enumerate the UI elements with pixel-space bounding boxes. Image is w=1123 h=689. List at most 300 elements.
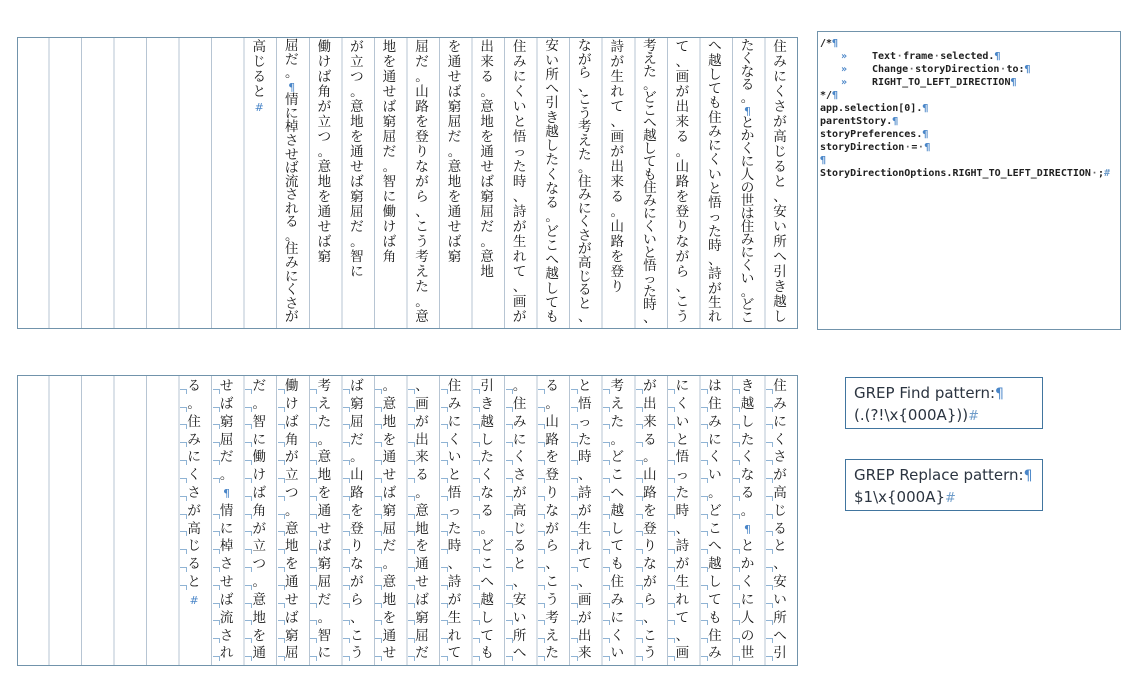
vertical-glyph: 登 bbox=[415, 128, 429, 145]
vertical-glyph: が bbox=[569, 503, 601, 521]
text-column bbox=[243, 40, 275, 326]
line-break-marker-icon bbox=[180, 407, 187, 412]
code-text: Change·storyDirection·to: bbox=[872, 64, 1025, 75]
vertical-glyph: れ bbox=[439, 627, 471, 645]
line-break-marker-icon bbox=[310, 585, 317, 590]
vertical-glyph: 地 bbox=[350, 113, 364, 130]
line-break-marker-icon bbox=[343, 460, 350, 465]
vertical-glyph: こ bbox=[675, 293, 690, 310]
vertical-glyph: さ bbox=[764, 449, 796, 467]
line-break-marker-icon bbox=[278, 531, 285, 536]
line-break-marker-icon bbox=[701, 620, 708, 625]
line-break-marker-icon bbox=[733, 567, 740, 572]
vertical-glyph: 来 bbox=[480, 53, 494, 70]
line-break-marker-icon bbox=[245, 407, 252, 412]
vertical-glyph: 働 bbox=[243, 449, 275, 467]
line-break-marker-icon bbox=[733, 638, 740, 643]
line-break-marker-icon bbox=[571, 478, 578, 483]
line-break-marker-icon bbox=[343, 424, 350, 429]
line-break-marker-icon bbox=[668, 389, 675, 394]
line-break-marker-icon bbox=[278, 442, 285, 447]
vertical-glyph: さ bbox=[178, 485, 210, 503]
vertical-glyph: 時 bbox=[708, 237, 722, 254]
vertical-glyph: た bbox=[545, 152, 559, 169]
line-break-marker-icon bbox=[180, 424, 187, 429]
vertical-glyph: み bbox=[601, 592, 633, 610]
vertical-text-frame-bottom[interactable] bbox=[17, 375, 798, 666]
vertical-glyph: ど bbox=[740, 296, 755, 313]
vertical-glyph: け bbox=[243, 467, 275, 485]
vertical-glyph: 出 bbox=[480, 38, 494, 55]
vertical-glyph: て bbox=[601, 538, 633, 556]
vertical-glyph: り bbox=[634, 538, 666, 556]
vertical-glyph: に bbox=[699, 431, 731, 449]
code-line bbox=[820, 50, 1120, 63]
vertical-glyph: て bbox=[699, 592, 731, 610]
line-break-marker-icon bbox=[213, 656, 220, 661]
line-break-marker-icon bbox=[245, 424, 252, 429]
vertical-glyph: 生 bbox=[512, 233, 527, 250]
vertical-glyph: し bbox=[471, 610, 503, 628]
vertical-glyph: み bbox=[504, 414, 536, 432]
vertical-glyph: っ bbox=[666, 467, 698, 485]
vertical-glyph: て bbox=[471, 627, 503, 645]
vertical-glyph: 通 bbox=[480, 143, 494, 160]
grep-find-pattern-line bbox=[854, 404, 1042, 426]
line-break-marker-icon bbox=[343, 656, 350, 661]
vertical-glyph: 情 bbox=[211, 503, 243, 521]
space-dot-marker: · bbox=[908, 64, 915, 75]
vertical-glyph: を bbox=[447, 38, 462, 55]
vertical-glyph: た bbox=[666, 485, 698, 503]
vertical-glyph: て bbox=[666, 610, 698, 628]
vertical-glyph: 山 bbox=[536, 414, 568, 432]
script-code-frame[interactable] bbox=[817, 31, 1121, 330]
vertical-glyph: も bbox=[471, 645, 503, 663]
vertical-glyph: 意 bbox=[308, 449, 340, 467]
vertical-glyph: ら bbox=[341, 592, 373, 610]
vertical-glyph: 時 bbox=[512, 173, 527, 190]
vertical-glyph: 路 bbox=[536, 431, 568, 449]
vertical-glyph: せ bbox=[373, 467, 405, 485]
line-break-marker-icon bbox=[180, 549, 187, 554]
vertical-glyph: と bbox=[643, 244, 657, 261]
vertical-glyph: が bbox=[243, 521, 275, 539]
text-column bbox=[211, 378, 243, 663]
line-break-marker-icon bbox=[603, 567, 610, 572]
vertical-glyph: に bbox=[577, 200, 592, 217]
vertical-glyph: ば bbox=[447, 233, 462, 250]
vertical-glyph: へ bbox=[773, 248, 787, 265]
vertical-glyph: に bbox=[764, 414, 796, 432]
line-break-marker-icon bbox=[636, 549, 643, 554]
vertical-glyph: 詩 bbox=[610, 38, 624, 55]
line-break-marker-icon bbox=[180, 478, 187, 483]
vertical-glyph: な bbox=[577, 38, 592, 55]
line-break-marker-icon bbox=[180, 496, 187, 501]
vertical-glyph: く bbox=[439, 431, 471, 449]
vertical-glyph: み bbox=[178, 431, 210, 449]
vertical-glyph: 路 bbox=[634, 485, 666, 503]
line-break-marker-icon bbox=[278, 514, 285, 519]
vertical-glyph: ど bbox=[601, 449, 633, 467]
vertical-glyph: る bbox=[764, 521, 796, 539]
line-break-marker-icon bbox=[538, 496, 545, 501]
line-break-marker-icon bbox=[213, 478, 220, 483]
vertical-glyph: が bbox=[317, 98, 332, 115]
line-break-marker-icon bbox=[213, 424, 220, 429]
line-break-marker-icon bbox=[668, 514, 675, 519]
vertical-glyph: せ bbox=[285, 146, 299, 163]
vertical-glyph: と bbox=[764, 538, 796, 556]
vertical-glyph: 。 bbox=[276, 503, 308, 521]
vertical-glyph: 越 bbox=[601, 503, 633, 521]
vertical-glyph: を bbox=[341, 503, 373, 521]
line-break-marker-icon bbox=[310, 638, 317, 643]
line-break-marker-icon bbox=[278, 496, 285, 501]
line-break-marker-icon bbox=[603, 638, 610, 643]
line-break-marker-icon bbox=[180, 567, 187, 572]
vertical-glyph: 通 bbox=[243, 645, 275, 663]
vertical-glyph: が bbox=[569, 610, 601, 628]
vertical-glyph: に bbox=[243, 431, 275, 449]
line-break-marker-icon bbox=[603, 514, 610, 519]
vertical-glyph: 窮 bbox=[317, 248, 332, 265]
vertical-glyph: っ bbox=[439, 503, 471, 521]
line-break-marker-icon bbox=[636, 389, 643, 394]
vertical-glyph: 意 bbox=[317, 158, 332, 175]
vertical-glyph: て bbox=[675, 38, 690, 55]
line-break-marker-icon bbox=[733, 389, 740, 394]
vertical-glyph: 路 bbox=[675, 173, 690, 190]
vertical-glyph: る bbox=[178, 556, 210, 574]
grep-find-box[interactable] bbox=[845, 377, 1043, 429]
line-break-marker-icon bbox=[245, 389, 252, 394]
line-break-marker-icon bbox=[506, 424, 513, 429]
line-break-marker-icon bbox=[668, 496, 675, 501]
vertical-glyph: せ bbox=[211, 378, 243, 396]
vertical-glyph: 引 bbox=[545, 95, 559, 112]
grep-find-pattern: (.(?!\x{000A})) bbox=[854, 406, 969, 424]
line-break-marker-icon bbox=[375, 603, 382, 608]
vertical-glyph: に bbox=[666, 378, 698, 396]
vertical-glyph: さ bbox=[504, 467, 536, 485]
vertical-glyph: 詩 bbox=[512, 203, 527, 220]
line-break-marker-icon bbox=[506, 620, 513, 625]
code-line bbox=[820, 154, 1120, 167]
vertical-glyph: 越 bbox=[708, 52, 722, 69]
vertical-glyph: 。 bbox=[341, 449, 373, 467]
vertical-glyph: こ bbox=[536, 574, 568, 592]
vertical-glyph: 安 bbox=[764, 574, 796, 592]
vertical-glyph: 、 bbox=[643, 309, 657, 326]
text-column bbox=[569, 40, 601, 326]
vertical-glyph: 。 bbox=[740, 89, 755, 106]
line-break-marker-icon bbox=[506, 442, 513, 447]
line-break-marker-icon bbox=[441, 478, 448, 483]
pilcrow-marker: ¶ bbox=[832, 38, 839, 49]
text-column bbox=[569, 378, 601, 663]
vertical-glyph: 画 bbox=[406, 396, 438, 414]
vertical-glyph: し bbox=[545, 280, 559, 297]
line-break-marker-icon bbox=[441, 567, 448, 572]
vertical-glyph: て bbox=[569, 556, 601, 574]
text-column bbox=[439, 378, 471, 663]
vertical-glyph: 窮 bbox=[373, 503, 405, 521]
vertical-glyph: こ bbox=[601, 467, 633, 485]
vertical-glyph: 窮 bbox=[211, 414, 243, 432]
vertical-glyph: く bbox=[285, 282, 299, 299]
vertical-glyph: し bbox=[708, 66, 722, 83]
vertical-glyph: る bbox=[285, 214, 299, 231]
vertical-glyph: 窮 bbox=[276, 627, 308, 645]
vertical-glyph: こ bbox=[545, 237, 559, 254]
line-break-marker-icon bbox=[408, 531, 415, 536]
line-break-marker-icon bbox=[506, 496, 513, 501]
line-break-marker-icon bbox=[603, 442, 610, 447]
vertical-glyph: へ bbox=[708, 38, 722, 55]
vertical-glyph: た bbox=[643, 283, 657, 300]
line-break-marker-icon bbox=[538, 638, 545, 643]
vertical-glyph: 住 bbox=[178, 414, 210, 432]
vertical-glyph: ど bbox=[643, 89, 657, 106]
vertical-glyph: 通 bbox=[276, 574, 308, 592]
line-break-marker-icon bbox=[506, 585, 513, 590]
vertical-glyph: た bbox=[577, 146, 592, 163]
vertical-glyph: 路 bbox=[341, 485, 373, 503]
grep-replace-pattern-line bbox=[854, 486, 1042, 508]
vertical-glyph: 意 bbox=[480, 248, 494, 265]
line-break-marker-icon bbox=[375, 620, 382, 625]
space-dot-marker: · bbox=[999, 64, 1006, 75]
vertical-glyph: が bbox=[285, 309, 299, 326]
vertical-glyph: き bbox=[731, 378, 763, 396]
line-break-marker-icon bbox=[668, 424, 675, 429]
vertical-glyph: 。 bbox=[350, 233, 364, 250]
vertical-glyph: せ bbox=[382, 83, 397, 100]
vertical-glyph: い bbox=[601, 645, 633, 663]
vertical-glyph: 詩 bbox=[666, 538, 698, 556]
vertical-glyph: 住 bbox=[643, 180, 657, 197]
vertical-glyph: な bbox=[731, 467, 763, 485]
vertical-glyph: り bbox=[415, 143, 429, 160]
vertical-glyph: と bbox=[731, 538, 763, 556]
vertical-glyph: 。 bbox=[447, 143, 462, 160]
line-break-marker-icon bbox=[571, 531, 578, 536]
line-break-marker-icon bbox=[213, 442, 220, 447]
code-text: /* bbox=[820, 38, 833, 49]
line-break-marker-icon bbox=[180, 531, 187, 536]
line-break-marker-icon bbox=[473, 460, 480, 465]
vertical-glyph: だ bbox=[308, 592, 340, 610]
line-break-marker-icon bbox=[538, 478, 545, 483]
vertical-glyph: 働 bbox=[276, 378, 308, 396]
vertical-glyph: 意 bbox=[373, 396, 405, 414]
vertical-glyph: 意 bbox=[373, 574, 405, 592]
line-break-marker-icon bbox=[441, 531, 448, 536]
vertical-glyph: 住 bbox=[439, 378, 471, 396]
vertical-glyph: 智 bbox=[243, 414, 275, 432]
line-break-marker-icon bbox=[408, 549, 415, 554]
vertical-glyph: 路 bbox=[610, 233, 624, 250]
line-break-marker-icon bbox=[701, 478, 708, 483]
line-break-marker-icon bbox=[571, 389, 578, 394]
line-break-marker-icon bbox=[668, 638, 675, 643]
vertical-glyph: と bbox=[666, 431, 698, 449]
vertical-glyph: 棹 bbox=[285, 119, 299, 136]
line-break-marker-icon bbox=[473, 603, 480, 608]
vertical-glyph: さ bbox=[211, 627, 243, 645]
vertical-glyph: 悟 bbox=[666, 449, 698, 467]
text-column bbox=[666, 40, 698, 326]
vertical-glyph: 意 bbox=[447, 158, 462, 175]
line-break-marker-icon bbox=[278, 603, 285, 608]
vertical-glyph: な bbox=[545, 180, 559, 197]
line-break-marker-icon bbox=[766, 389, 773, 394]
vertical-glyph: も bbox=[643, 167, 657, 184]
vertical-glyph: 通 bbox=[447, 53, 462, 70]
line-break-marker-icon bbox=[245, 496, 252, 501]
vertical-glyph: 高 bbox=[178, 521, 210, 539]
vertical-glyph: と bbox=[708, 180, 722, 197]
text-column bbox=[536, 378, 568, 663]
line-break-marker-icon bbox=[343, 514, 350, 519]
line-break-marker-icon bbox=[603, 424, 610, 429]
vertical-glyph: と bbox=[178, 574, 210, 592]
vertical-glyph: 通 bbox=[382, 68, 397, 85]
code-line bbox=[820, 167, 1120, 180]
vertical-glyph: ば bbox=[373, 485, 405, 503]
line-break-marker-icon bbox=[538, 656, 545, 661]
line-break-marker-icon bbox=[343, 603, 350, 608]
vertical-glyph: せ bbox=[406, 574, 438, 592]
vertical-glyph: も bbox=[708, 95, 722, 112]
vertical-glyph: は bbox=[740, 206, 755, 223]
vertical-glyph: に bbox=[740, 244, 755, 261]
vertical-glyph: に bbox=[211, 521, 243, 539]
text-column bbox=[439, 40, 471, 326]
vertical-glyph: 高 bbox=[577, 255, 592, 272]
vertical-glyph: 屈 bbox=[211, 431, 243, 449]
vertical-glyph: 安 bbox=[545, 38, 559, 55]
vertical-glyph: 安 bbox=[504, 592, 536, 610]
vertical-glyph: く bbox=[512, 83, 527, 100]
vertical-glyph: 屈 bbox=[373, 521, 405, 539]
line-break-marker-icon bbox=[375, 442, 382, 447]
end-of-story-marker: # bbox=[189, 594, 199, 608]
line-break-marker-icon bbox=[571, 442, 578, 447]
vertical-glyph: 越 bbox=[471, 592, 503, 610]
line-break-marker-icon bbox=[668, 460, 675, 465]
text-column bbox=[699, 40, 731, 326]
line-break-marker-icon bbox=[701, 549, 708, 554]
vertical-glyph: 来 bbox=[675, 113, 690, 130]
line-break-marker-icon bbox=[733, 442, 740, 447]
vertical-glyph: 高 bbox=[764, 485, 796, 503]
vertical-glyph: 屈 bbox=[350, 203, 364, 220]
vertical-glyph: 通 bbox=[373, 627, 405, 645]
line-break-marker-icon bbox=[245, 603, 252, 608]
code-line bbox=[820, 141, 1120, 154]
vertical-glyph: へ bbox=[545, 252, 559, 269]
vertical-glyph: 住 bbox=[504, 396, 536, 414]
vertical-glyph: っ bbox=[708, 209, 722, 226]
line-break-marker-icon bbox=[668, 549, 675, 554]
grep-replace-box[interactable] bbox=[845, 459, 1043, 511]
vertical-glyph: る bbox=[545, 195, 559, 212]
vertical-glyph: 地 bbox=[317, 173, 332, 190]
vertical-glyph: え bbox=[536, 627, 568, 645]
vertical-glyph: 来 bbox=[634, 414, 666, 432]
vertical-glyph: し bbox=[643, 141, 657, 158]
line-break-marker-icon bbox=[603, 531, 610, 536]
vertical-glyph: 来 bbox=[610, 173, 624, 190]
line-break-marker-icon bbox=[668, 603, 675, 608]
line-break-marker-icon bbox=[408, 424, 415, 429]
vertical-glyph: 屈 bbox=[447, 113, 462, 130]
vertical-glyph: 。 bbox=[243, 396, 275, 414]
vertical-glyph: く bbox=[740, 257, 755, 274]
line-break-marker-icon bbox=[278, 567, 285, 572]
vertical-glyph: 窮 bbox=[350, 188, 364, 205]
line-break-marker-icon bbox=[506, 549, 513, 554]
line-break-marker-icon bbox=[766, 567, 773, 572]
line-break-marker-icon bbox=[506, 656, 513, 661]
line-break-marker-icon bbox=[343, 389, 350, 394]
vertical-glyph: 窮 bbox=[447, 248, 462, 265]
vertical-glyph: 路 bbox=[415, 98, 429, 115]
vertical-glyph: 意 bbox=[350, 98, 364, 115]
vertical-glyph: 住 bbox=[708, 109, 722, 126]
line-break-marker-icon bbox=[506, 478, 513, 483]
line-break-marker-icon bbox=[310, 549, 317, 554]
line-break-marker-icon bbox=[766, 585, 773, 590]
vertical-glyph: せ bbox=[447, 218, 462, 235]
vertical-glyph: れ bbox=[512, 248, 527, 265]
vertical-text-frame-top[interactable] bbox=[17, 37, 798, 329]
line-break-marker-icon bbox=[636, 424, 643, 429]
vertical-glyph: る bbox=[471, 503, 503, 521]
vertical-glyph: い bbox=[643, 232, 657, 249]
line-break-marker-icon bbox=[733, 496, 740, 501]
vertical-glyph: く bbox=[731, 574, 763, 592]
vertical-glyph: だ bbox=[447, 128, 462, 145]
line-break-marker-icon bbox=[213, 620, 220, 625]
space-dot-marker: · bbox=[933, 51, 940, 62]
line-break-marker-icon bbox=[701, 389, 708, 394]
end-of-story-marker: # bbox=[968, 409, 979, 424]
line-break-marker-icon bbox=[408, 442, 415, 447]
line-break-marker-icon bbox=[473, 424, 480, 429]
line-break-marker-icon bbox=[180, 514, 187, 519]
vertical-glyph: ば bbox=[211, 396, 243, 414]
pilcrow-marker: ¶ bbox=[1024, 64, 1031, 75]
line-break-marker-icon bbox=[473, 620, 480, 625]
line-break-marker-icon bbox=[245, 638, 252, 643]
line-break-marker-icon bbox=[375, 407, 382, 412]
line-break-marker-icon bbox=[310, 407, 317, 412]
vertical-glyph: ば bbox=[276, 414, 308, 432]
line-break-marker-icon bbox=[701, 656, 708, 661]
vertical-glyph: 。 bbox=[740, 283, 755, 300]
vertical-glyph: 、 bbox=[439, 556, 471, 574]
grep-find-label: GREP Find pattern: bbox=[854, 384, 996, 402]
vertical-glyph: じ bbox=[773, 143, 787, 160]
vertical-glyph: る bbox=[610, 188, 624, 205]
text-column bbox=[373, 378, 405, 663]
line-break-marker-icon bbox=[636, 514, 643, 519]
line-break-marker-icon bbox=[733, 620, 740, 625]
